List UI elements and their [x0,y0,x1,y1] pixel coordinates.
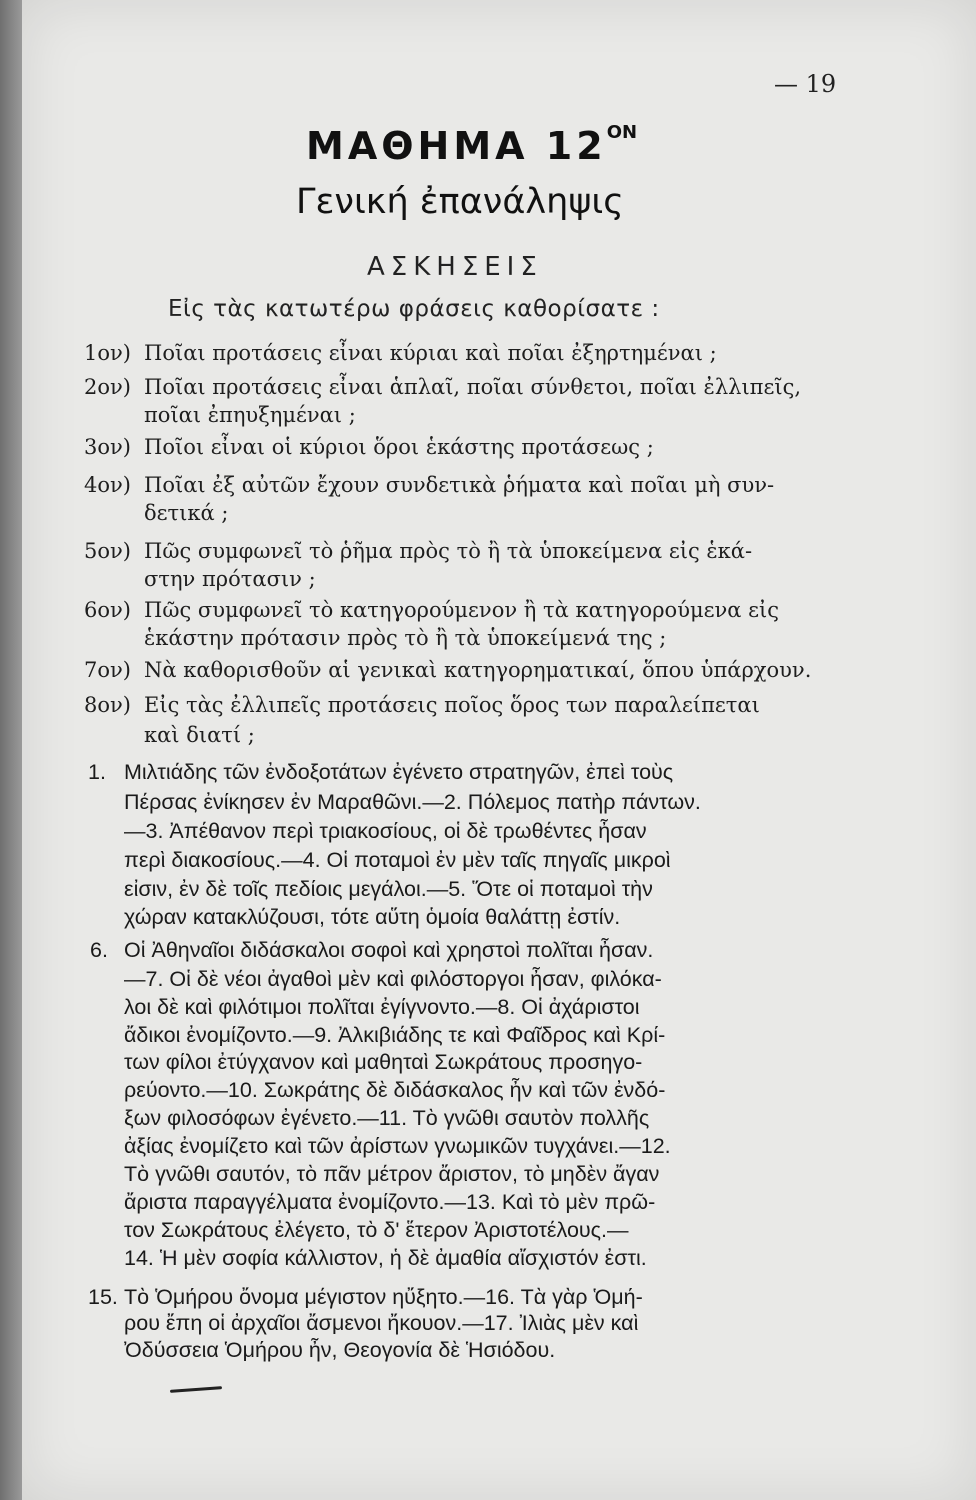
question-number: 5ον) [84,539,131,563]
question-number: 3ον) [84,435,131,459]
sentence-line: ἄδικοι ἐνομίζοντο.—9. Ἀλκιβιάδης τε καὶ Φαῖδρος καὶ Κρί- [124,1023,666,1047]
exercises-intro: Εἰς τὰς κατωτέρω φράσεις καθορίσατε : [168,296,660,322]
sentence-line: περὶ διακοσίους.—4. Οἱ ποταμοὶ ἐν μὲν ταῖς πηγαῖς μικροὶ [124,848,671,872]
sentence-line: λοι δὲ καὶ φιλότιμοι πολῖται ἐγίγνοντο.—8. Οἱ ἀχάριστοι [124,995,640,1019]
lesson-subtitle: Γενική ἐπανάληψις [296,182,624,222]
lesson-title-text: ΜΑΘΗΜΑ [306,124,529,168]
sentence-line: Ὀδύσσεια Ὁμήρου ἦν, Θεογονία δὲ Ἡσιόδου. [124,1338,556,1362]
question-line: στην πρότασιν ; [144,567,316,591]
sentence-line: Τὸ γνῶθι σαυτόν, τὸ πᾶν μέτρον ἄριστον, τὸ μηδὲν ἄγαν [124,1162,660,1186]
sentence-line: εἰσιν, ἐν δὲ τοῖς πεδίοις μεγάλοι.—5. Ὅτε οἱ ποταμοὶ τὴν [124,877,653,901]
question-number: 6ον) [84,598,131,622]
sentence-line: ἀξίας ἐνομίζετο καὶ τῶν ἀρίστων γνωμικῶν τυγχάνει.—12. [124,1134,671,1158]
question-line: ποῖαι ἐπηυξημέναι ; [144,403,356,427]
exercises-heading: ΑΣΚΗΣΕΙΣ [367,252,543,282]
question-line: Πῶς συμφωνεῖ τὸ κατηγορούμενον ἢ τὰ κατηγορούμενα εἰς [144,598,779,622]
sentence-line: Πέρσας ἐνίκησεν ἐν Μαραθῶνι.—2. Πόλεμος πατὴρ πάντων. [124,790,701,814]
question-number: 2ον) [84,375,131,399]
question-line: Πῶς συμφωνεῖ τὸ ῥῆμα πρὸς τὸ ἢ τὰ ὑποκείμενα εἰς ἑκά- [144,539,753,563]
sentence-line: ρεύοντο.—10. Σωκράτης δὲ διδάσκαλος ἦν καὶ τῶν ἐνδό- [124,1078,666,1102]
question-line: δετικά ; [144,501,229,525]
question-line: καὶ διατί ; [144,723,255,747]
question-number: 1ον) [84,341,131,365]
ink-mark [170,1386,222,1393]
paragraph-number: 6. [90,938,108,962]
question-line: Ποῖαι προτάσεις εἶναι κύριαι καὶ ποῖαι ἐξηρτημέναι ; [144,341,717,365]
question-number: 7ον) [84,658,131,682]
page [22,0,976,1500]
question-line: Νὰ καθορισθοῦν αἱ γενικαὶ κατηγορηματικαί, ὅπου ὑπάρχουν. [144,658,812,682]
sentence-line: ρου ἔπη οἱ ἀρχαῖοι ἄσμενοι ἤκουον.—17. Ἰλιὰς μὲν καὶ [124,1311,639,1335]
paragraph-number: 15. [88,1285,118,1309]
sentence-line: χώραν κατακλύζουσι, τότε αὕτη ὁμοία θαλάττῃ ἐστίν. [124,905,621,929]
sentence-line: τον Σωκράτους ἐλέγετο, τὸ δ' ἕτερον Ἀριστοτέλους.— [124,1218,629,1242]
sentence-line: ἄριστα παραγγέλματα ἐνομίζοντο.—13. Καὶ τὸ μὲν πρῶ- [124,1190,656,1214]
question-line: ἑκάστην πρότασιν πρὸς τὸ ἢ τὰ ὑποκείμενά της ; [144,626,667,650]
lesson-number: 12 [545,124,607,168]
lesson-number-suffix: ΟΝ [606,122,638,143]
sentence-line: Μιλτιάδης τῶν ἐνδοξοτάτων ἐγένετο στρατηγῶν, ἐπεὶ τοὺς [124,760,674,784]
sentence-line: ξων φιλοσόφων ἐγένετο.—11. Τὸ γνῶθι σαυτὸν πολλῆς [124,1106,650,1130]
sentence-line: Τὸ Ὁμήρου ὄνομα μέγιστον ηὔξητο.—16. Τὰ γὰρ Ὁμή- [124,1285,643,1309]
sentence-line: 14. Ἡ μὲν σοφία κάλλιστον, ἡ δὲ ἀμαθία αἴσχιστόν ἐστι. [124,1246,647,1270]
page-number: — 19 [774,70,837,98]
question-line: Εἰς τὰς ἐλλιπεῖς προτάσεις ποῖος ὅρος των παραλείπεται [144,693,760,717]
book-spine [0,0,22,1500]
sentence-line: —3. Ἀπέθανον περὶ τριακοσίους, οἱ δὲ τρωθέντες ἦσαν [124,819,647,843]
sentence-line: Οἱ Ἀθηναῖοι διδάσκαλοι σοφοὶ καὶ χρηστοὶ πολῖται ἦσαν. [124,938,654,962]
question-line: Ποῖοι εἶναι οἱ κύριοι ὅροι ἑκάστης προτάσεως ; [144,435,654,459]
sentence-line: των φίλοι ἐτύγχανον καὶ μαθηταὶ Σωκράτους προσηγο- [124,1050,643,1074]
paragraph-number: 1. [88,760,106,784]
question-number: 8ον) [84,693,131,717]
question-line: Ποῖαι προτάσεις εἶναι ἁπλαῖ, ποῖαι σύνθετοι, ποῖαι ἐλλιπεῖς, [144,375,802,399]
lesson-title [306,124,637,168]
question-number: 4ον) [84,473,131,497]
sentence-line: —7. Οἱ δὲ νέοι ἀγαθοὶ μὲν καὶ φιλόστοργοι ἦσαν, φιλόκα- [124,967,662,991]
question-line: Ποῖαι ἐξ αὐτῶν ἔχουν συνδετικὰ ῥήματα καὶ ποῖαι μὴ συν- [144,473,775,497]
